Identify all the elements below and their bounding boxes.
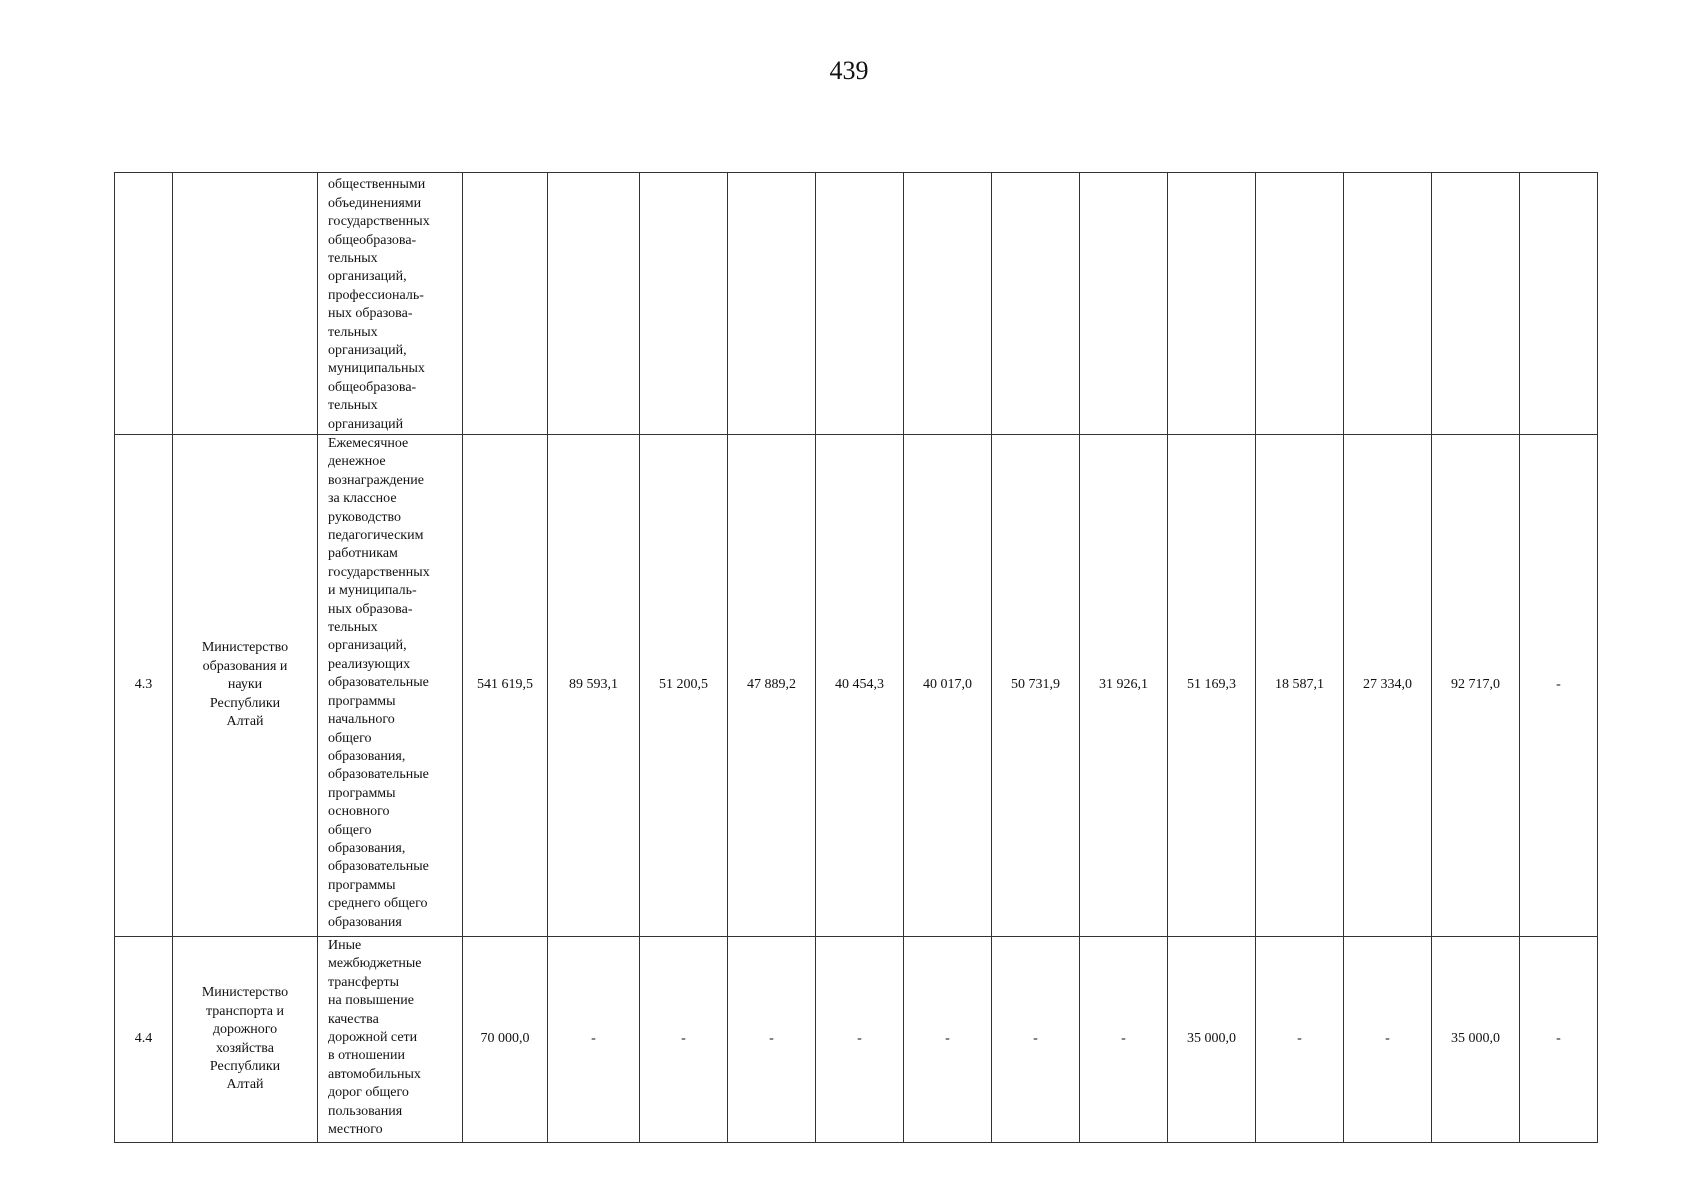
value-cell: [640, 173, 728, 435]
value-cell: -: [816, 937, 904, 1143]
row-number-cell: 4.4: [115, 937, 173, 1143]
value-cell: 35 000,0: [1432, 937, 1520, 1143]
table-row: [115, 937, 1598, 1143]
value-cell: 18 587,1: [1256, 435, 1344, 937]
value-cell: 50 731,9: [992, 435, 1080, 937]
table-row: [115, 435, 1598, 937]
row-number-cell: [115, 173, 173, 435]
value-cell: [1168, 173, 1256, 435]
table-row: [115, 173, 1598, 435]
value-cell: 89 593,1: [548, 435, 640, 937]
value-cell: 35 000,0: [1168, 937, 1256, 1143]
value-cell: -: [728, 937, 816, 1143]
value-cell: [1344, 173, 1432, 435]
value-cell: [992, 173, 1080, 435]
value-cell: [1080, 173, 1168, 435]
description-cell: Ежемесячное денежное вознаграждение за классное руководство педагогическим работникам государственных и муниципаль- ных образова- тельных организаций, реализующих образовательные программы начального общего образования, образовательные программы основного общего образования, образовательные программы среднего общего образования: [318, 435, 463, 937]
value-cell: [816, 173, 904, 435]
description-cell: общественными объединениями государственных общеобразова- тельных организаций, профессиональ- ных образова- тельных организаций, муниципальных общеобразова- тельных организаций: [318, 173, 463, 435]
value-cell: -: [640, 937, 728, 1143]
value-cell: -: [1080, 937, 1168, 1143]
value-cell: [904, 173, 992, 435]
value-cell: -: [1256, 937, 1344, 1143]
value-cell: -: [992, 937, 1080, 1143]
organization-cell: Министерство транспорта и дорожного хозяйства Республики Алтай: [173, 937, 318, 1143]
organization-cell: Министерство образования и науки Республики Алтай: [173, 435, 318, 937]
value-cell: [1520, 173, 1598, 435]
value-cell: 47 889,2: [728, 435, 816, 937]
value-cell: 70 000,0: [463, 937, 548, 1143]
description-cell: Иные межбюджетные трансферты на повышение качества дорожной сети в отношении автомобильных дорог общего пользования местного: [318, 937, 463, 1143]
value-cell: -: [1520, 937, 1598, 1143]
row-number-cell: 4.3: [115, 435, 173, 937]
value-cell: 541 619,5: [463, 435, 548, 937]
value-cell: 27 334,0: [1344, 435, 1432, 937]
value-cell: 51 200,5: [640, 435, 728, 937]
page-number: 439: [829, 56, 869, 85]
table-body: [115, 173, 1598, 1143]
value-cell: 92 717,0: [1432, 435, 1520, 937]
budget-table: [114, 172, 1598, 1143]
value-cell: 31 926,1: [1080, 435, 1168, 937]
value-cell: -: [548, 937, 640, 1143]
value-cell: [1256, 173, 1344, 435]
value-cell: 51 169,3: [1168, 435, 1256, 937]
value-cell: [548, 173, 640, 435]
value-cell: 40 454,3: [816, 435, 904, 937]
value-cell: [463, 173, 548, 435]
value-cell: -: [904, 937, 992, 1143]
value-cell: [1432, 173, 1520, 435]
value-cell: -: [1344, 937, 1432, 1143]
value-cell: -: [1520, 435, 1598, 937]
value-cell: 40 017,0: [904, 435, 992, 937]
organization-cell: [173, 173, 318, 435]
value-cell: [728, 173, 816, 435]
